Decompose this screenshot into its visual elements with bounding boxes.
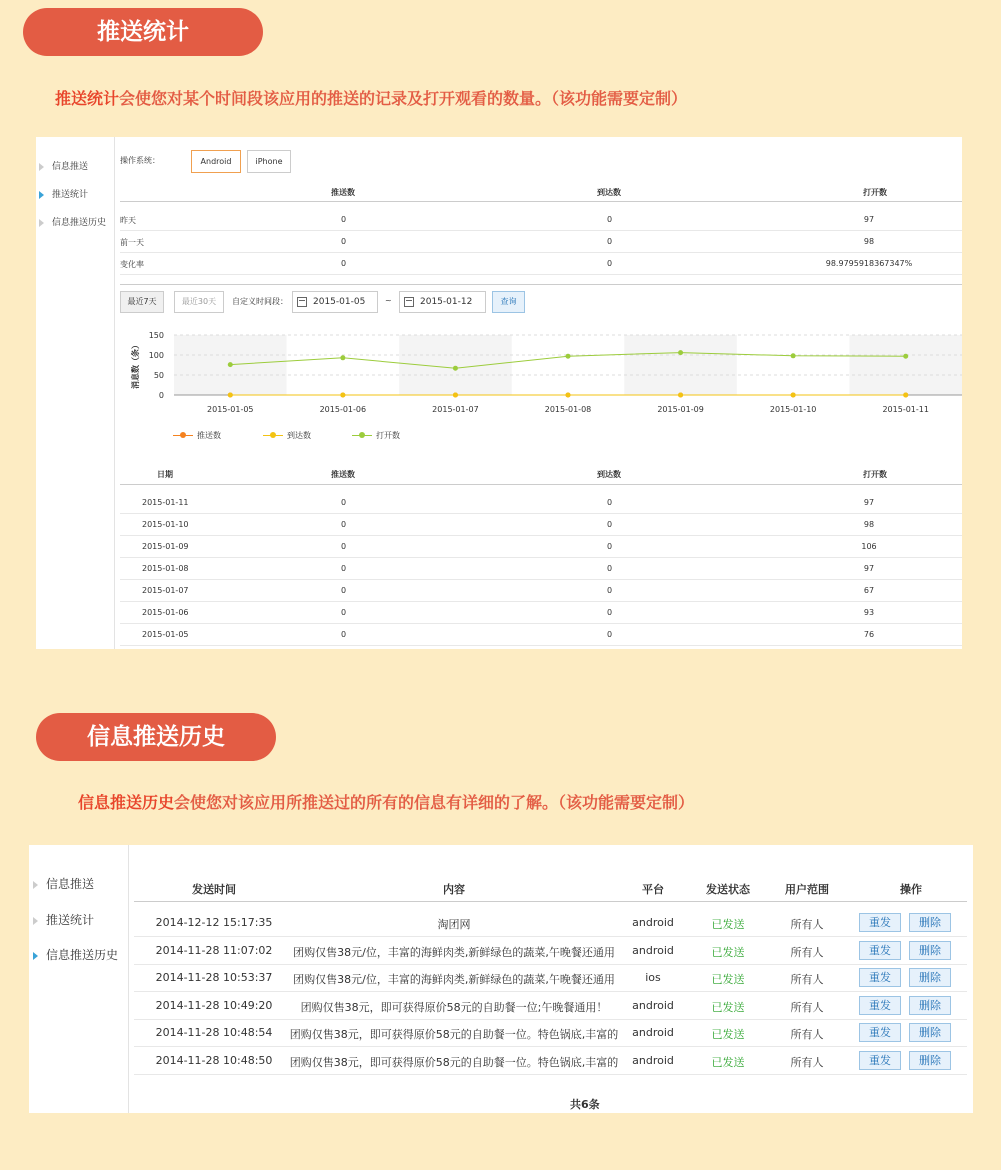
cell-arrive: 0 [607, 215, 613, 224]
table-cell: ios [645, 971, 661, 985]
sidebar-item-history[interactable]: 信息推送历史 [39, 215, 106, 228]
table-cell: 所有人 [790, 1028, 824, 1042]
x-tick-label: 2015-01-07 [432, 405, 479, 414]
col-header: 到达数 [597, 470, 621, 479]
col-header: 日期 [157, 470, 173, 479]
row-divider [134, 964, 967, 965]
legend-swatch-icon [352, 435, 372, 436]
last-7-days-button[interactable]: 最近7天 [120, 291, 164, 313]
data-point [566, 354, 571, 359]
table-cell: 2014-11-28 10:48:50 [155, 1054, 273, 1067]
table-cell: android [632, 1054, 674, 1067]
col-header: 用户范围 [785, 883, 829, 896]
col-header: 推送数 [331, 470, 355, 479]
col-arrive: 到达数 [597, 188, 621, 197]
table-cell: 团购仅售38元，即可获得原价58元的自助餐一位。特色锅底,丰富的 [289, 1056, 619, 1069]
table-cell: 0 [607, 630, 613, 639]
cell-open: 98 [863, 237, 875, 246]
table-cell: android [632, 1026, 674, 1040]
x-tick-label: 2015-01-05 [207, 405, 254, 414]
table-cell: 97 [863, 564, 875, 573]
section-description-push-history [78, 790, 694, 813]
cell-push: 0 [341, 259, 347, 268]
x-tick-label: 2015-01-06 [319, 405, 367, 414]
x-tick-label: 2015-01-09 [657, 405, 704, 414]
sidebar-item-push[interactable]: 信息推送 [33, 875, 94, 892]
table-cell: 0 [341, 542, 347, 551]
triangle-icon [33, 917, 38, 925]
resend-button[interactable]: 重发 [859, 1051, 901, 1070]
cell-open: 97 [863, 215, 875, 224]
x-tick-label: 2015-01-10 [769, 405, 817, 414]
sidebar-item-stats[interactable]: 推送统计 [33, 911, 94, 928]
table-cell: 0 [607, 586, 613, 595]
query-button[interactable]: 查询 [492, 291, 525, 313]
table-cell: 0 [341, 630, 347, 639]
push-stats-panel [36, 137, 962, 649]
row-divider [120, 230, 962, 231]
divider [134, 901, 967, 902]
col-header: 内容 [443, 883, 465, 896]
table-cell: 0 [341, 520, 347, 529]
resend-button[interactable]: 重发 [859, 968, 901, 987]
table-cell: android [632, 916, 674, 929]
os-label: 操作系统： [120, 156, 160, 165]
legend-item [173, 430, 221, 441]
desc-text: 会使您对某个时间段该应用的推送的记录及打开观看的数量。（该功能需要定制） [119, 89, 688, 108]
table-cell: android [632, 998, 674, 1012]
sidebar-item-stats[interactable]: 推送统计 [39, 187, 88, 200]
divider [120, 201, 962, 202]
row-divider [120, 252, 962, 253]
data-point [903, 393, 908, 398]
delete-button[interactable]: 删除 [909, 968, 951, 987]
custom-range-label: 自定义时间段： [232, 297, 288, 306]
table-cell: 2014-11-28 10:53:37 [155, 971, 273, 985]
col-header: 平台 [642, 883, 664, 896]
data-point [566, 393, 571, 398]
table-cell: 67 [863, 586, 875, 595]
y-tick-label: 150 [148, 331, 164, 340]
legend-label: 推送数 [197, 431, 221, 440]
data-point [340, 393, 345, 398]
legend-dot-icon [180, 432, 186, 438]
legend-dot-icon [359, 432, 365, 438]
table-cell: 所有人 [790, 973, 824, 987]
resend-button[interactable]: 重发 [859, 1023, 901, 1042]
table-cell: 团购仅售38元/位，丰富的海鲜肉类,新鲜绿色的蔬菜,午晚餐还通用 [293, 973, 615, 987]
legend-swatch-icon [173, 435, 193, 436]
cell-arrive: 0 [607, 259, 613, 268]
delete-button[interactable]: 删除 [909, 1023, 951, 1042]
table-cell: 团购仅售38元/位，丰富的海鲜肉类,新鲜绿色的蔬菜,午晚餐还通用 [293, 945, 615, 959]
legend-item [263, 430, 311, 441]
date-from-input[interactable]: 2015-01-05 [292, 291, 378, 313]
row-divider [134, 1046, 967, 1047]
last-30-days-button[interactable]: 最近30天 [174, 291, 224, 313]
legend-item [352, 430, 400, 441]
total-count: 共6条 [570, 1098, 600, 1111]
data-point [453, 393, 458, 398]
triangle-icon [33, 881, 38, 889]
resend-button[interactable]: 重发 [859, 913, 901, 932]
sidebar-item-push[interactable]: 信息推送 [39, 159, 88, 172]
table-cell: 所有人 [790, 918, 824, 931]
table-cell: 76 [863, 630, 875, 639]
table-cell: 2014-11-28 10:48:54 [155, 1026, 273, 1040]
data-point [791, 353, 796, 358]
row-label: 昨天 [120, 216, 136, 225]
os-iphone-button[interactable]: iPhone [247, 150, 291, 173]
row-divider [120, 645, 962, 646]
table-cell: 2015-01-08 [142, 564, 189, 573]
row-label: 变化率 [120, 260, 144, 269]
calendar-icon [404, 297, 414, 307]
section-title-push-stats: 推送统计 [23, 8, 263, 56]
data-point [340, 355, 345, 360]
table-cell: 已发送 [711, 1000, 745, 1014]
row-divider [134, 1019, 967, 1020]
table-cell: 93 [863, 608, 875, 617]
table-cell: 淘团网 [437, 918, 471, 931]
cell-push: 0 [341, 215, 347, 224]
legend-label: 打开数 [376, 431, 400, 440]
col-open: 打开数 [863, 188, 887, 197]
col-header: 发送时间 [192, 883, 236, 896]
row-divider [120, 557, 962, 558]
table-cell: 2015-01-06 [142, 608, 189, 617]
table-cell: 98 [863, 520, 875, 529]
legend-swatch-icon [263, 435, 283, 436]
table-cell: android [632, 943, 674, 957]
x-tick-label: 2015-01-08 [544, 405, 592, 414]
delete-button[interactable]: 删除 [909, 941, 951, 960]
table-cell: 所有人 [790, 1056, 824, 1069]
section-title-push-history: 信息推送历史 [36, 713, 276, 761]
row-divider [134, 1074, 967, 1075]
table-cell: 已发送 [711, 945, 745, 959]
y-tick-label: 0 [158, 391, 164, 400]
cell-push: 0 [341, 237, 347, 246]
desc-text: 会使您对该应用所推送过的所有的信息有详细的了解。（该功能需要定制） [174, 793, 695, 812]
col-header: 操作 [900, 883, 922, 896]
open-count-line-chart [120, 323, 962, 445]
delete-button[interactable]: 删除 [909, 996, 951, 1015]
col-push: 推送数 [331, 188, 355, 197]
sidebar-divider [128, 845, 129, 1113]
resend-button[interactable]: 重发 [859, 996, 901, 1015]
table-cell: 已发送 [711, 918, 745, 931]
row-label: 前一天 [120, 238, 144, 247]
table-cell: 2015-01-05 [142, 630, 189, 639]
table-cell: 2014-11-28 10:49:20 [155, 998, 273, 1012]
data-point [678, 350, 683, 355]
table-cell: 0 [341, 564, 347, 573]
table-cell: 已发送 [711, 1056, 745, 1069]
divider [120, 484, 962, 485]
delete-button[interactable]: 删除 [909, 913, 951, 932]
row-divider [134, 936, 967, 937]
row-divider [120, 535, 962, 536]
triangle-icon [39, 191, 44, 199]
delete-button[interactable]: 删除 [909, 1051, 951, 1070]
table-cell: 已发送 [711, 973, 745, 987]
col-header: 打开数 [863, 470, 887, 479]
row-divider [120, 601, 962, 602]
data-point [228, 362, 233, 367]
sidebar-item-history[interactable]: 信息推送历史 [33, 946, 118, 963]
table-cell: 2015-01-09 [142, 542, 189, 551]
section-description-push-stats [55, 86, 687, 109]
table-cell: 0 [341, 498, 347, 507]
row-divider [120, 274, 962, 275]
table-cell: 0 [341, 586, 347, 595]
divider [120, 284, 962, 285]
triangle-icon [33, 952, 38, 960]
calendar-icon [297, 297, 307, 307]
plot-band [624, 335, 737, 395]
resend-button[interactable]: 重发 [859, 941, 901, 960]
table-cell: 0 [607, 564, 613, 573]
cell-open: 98.9795918367347% [825, 259, 913, 268]
desc-highlight: 信息推送历史 [78, 793, 175, 812]
table-cell: 0 [607, 498, 613, 507]
data-point [678, 393, 683, 398]
legend-dot-icon [270, 432, 276, 438]
table-cell: 团购仅售38元，即可获得原价58元的自助餐一位;午晚餐通用！ [300, 1000, 608, 1014]
desc-highlight: 推送统计 [55, 89, 120, 108]
date-to-input[interactable]: 2015-01-12 [399, 291, 486, 313]
range-separator: ~ [385, 296, 392, 305]
data-point [453, 366, 458, 371]
cell-arrive: 0 [607, 237, 613, 246]
table-cell: 0 [341, 608, 347, 617]
table-cell: 所有人 [790, 945, 824, 959]
table-cell: 97 [863, 498, 875, 507]
y-tick-label: 50 [153, 371, 164, 380]
triangle-icon [39, 163, 44, 171]
table-cell: 106 [861, 542, 877, 551]
legend-label: 到达数 [287, 431, 311, 440]
table-cell: 0 [607, 608, 613, 617]
os-android-button[interactable]: Android [191, 150, 241, 173]
y-axis-label: 消息数（条） [131, 341, 140, 389]
table-cell: 2015-01-07 [142, 586, 189, 595]
plot-band [849, 335, 962, 395]
sidebar-divider [114, 137, 115, 649]
table-cell: 2015-01-11 [142, 498, 189, 507]
table-cell: 2014-11-28 11:07:02 [155, 943, 273, 957]
table-cell: 所有人 [790, 1000, 824, 1014]
triangle-icon [39, 219, 44, 227]
col-header: 发送状态 [706, 883, 750, 896]
data-point [791, 393, 796, 398]
row-divider [120, 513, 962, 514]
y-tick-label: 100 [148, 351, 164, 360]
table-cell: 已发送 [711, 1028, 745, 1042]
table-cell: 2015-01-10 [142, 520, 189, 529]
x-tick-label: 2015-01-11 [882, 405, 929, 414]
data-point [228, 393, 233, 398]
table-cell: 2014-12-12 15:17:35 [155, 916, 273, 929]
table-cell: 0 [607, 520, 613, 529]
row-divider [120, 623, 962, 624]
row-divider [120, 579, 962, 580]
table-cell: 0 [607, 542, 613, 551]
row-divider [134, 991, 967, 992]
push-history-panel [29, 845, 973, 1113]
data-point [903, 354, 908, 359]
table-cell: 团购仅售38元，即可获得原价58元的自助餐一位。特色锅底,丰富的 [289, 1028, 619, 1042]
